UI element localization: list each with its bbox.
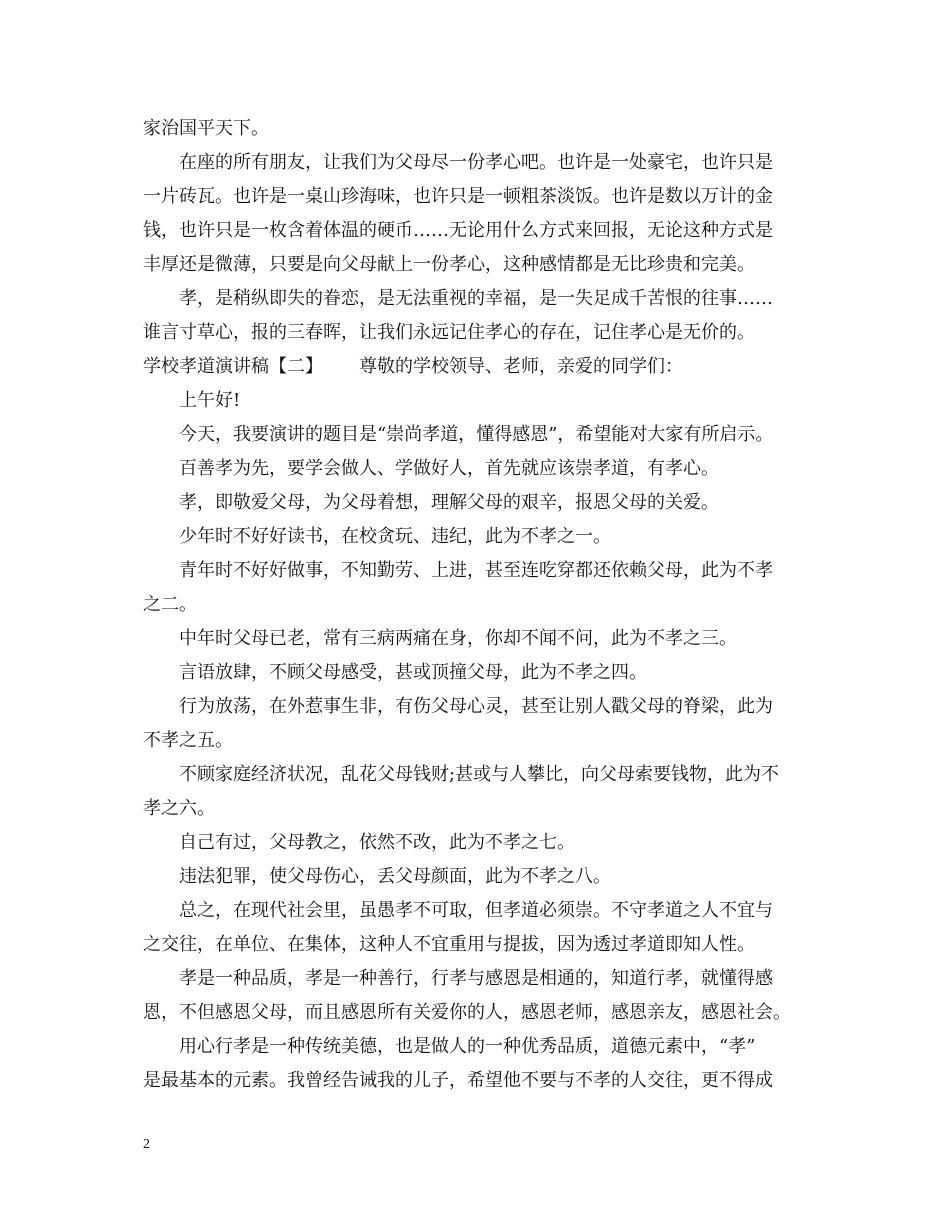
text-line: 之二。 [143,594,197,615]
text-line: 谁言寸草心，报的三春晖，让我们永远记住孝心的存在，记住孝心是无价的。 [143,322,755,343]
text-line: 违法犯罪，使父母伤心，丢父母颜面，此为不孝之八。 [179,866,611,887]
text-line: 孝，即敬爱父母，为父母着想，理解父母的艰辛，报恩父母的关爱。 [179,492,719,513]
text-line: 一片砖瓦。也许是一桌山珍海味，也许只是一顿粗茶淡饭。也许是数以万计的金 [143,186,773,207]
text-line: 今天，我要演讲的题目是“崇尚孝道，懂得感恩”，希望能对大家有所启示。 [179,424,774,445]
text-line: 总之，在现代社会里，虽愚孝不可取，但孝道必须崇。不守孝道之人不宜与 [179,900,773,921]
text-line: 百善孝为先，要学会做人、学做好人，首先就应该崇孝道，有孝心。 [179,458,719,479]
text-line: 用心行孝是一种传统美德，也是做人的一种优秀品质，道德元素中，“孝” [179,1036,756,1057]
text-line: 言语放肆，不顾父母感受，甚或顶撞父母，此为不孝之四。 [179,662,647,683]
text-line: 中年时父母已老，常有三病两痛在身，你却不闻不问，此为不孝之三。 [179,628,737,649]
text-line: 孝之六。 [143,798,215,819]
text-line: 自己有过，父母教之，依然不改，此为不孝之七。 [179,832,575,853]
paragraph-block-1 [143,112,811,350]
section-heading-line [143,350,811,384]
text-line: 钱，也许只是一枚含着体温的硬币……无论用什么方式来回报，无论这种方式是 [143,220,773,241]
text-line: 不顾家庭经济状况，乱花父母钱财;甚或与人攀比，向父母索要钱物，此为不 [179,764,780,785]
text-line: 之交往，在单位、在集体，这种人不宜重用与提拔，因为透过孝道即知人性。 [143,934,755,955]
text-line: 是最基本的元素。我曾经告诫我的儿子，希望他不要与不孝的人交往，更不得成 [143,1070,773,1091]
text-line: 上午好! [179,390,241,411]
text-line: 行为放荡，在外惹事生非，有伤父母心灵，甚至让别人戳父母的脊梁，此为 [179,696,773,717]
text-line: 家治国平天下。 [143,118,269,139]
section-title: 学校孝道演讲稿【二】 [143,356,323,377]
document-body [143,112,811,1098]
paragraph-block-2 [143,384,811,1098]
text-line: 孝是一种品质，孝是一种善行，行孝与感恩是相通的，知道行孝，就懂得感 [179,968,773,989]
text-line: 少年时不好好读书，在校贪玩、违纪，此为不孝之一。 [179,526,611,547]
text-line: 孝，是稍纵即失的眷恋，是无法重视的幸福，是一失足成千苦恨的往事…… [179,288,773,309]
text-line: 恩，不但感恩父母，而且感恩所有关爱你的人，感恩老师，感恩亲友，感恩社会。 [143,1002,791,1023]
text-line: 不孝之五。 [143,730,233,751]
salutation: 尊敬的学校领导、老师，亲爱的同学们： [359,356,683,377]
page-number: 2 [143,1137,150,1152]
text-line: 丰厚还是微薄，只要是向父母献上一份孝心，这种感情都是无比珍贵和完美。 [143,254,755,275]
text-line: 青年时不好好做事，不知勤劳、上进，甚至连吃穿都还依赖父母，此为不孝 [179,560,773,581]
text-line: 在座的所有朋友，让我们为父母尽一份孝心吧。也许是一处豪宅，也许只是 [179,152,773,173]
